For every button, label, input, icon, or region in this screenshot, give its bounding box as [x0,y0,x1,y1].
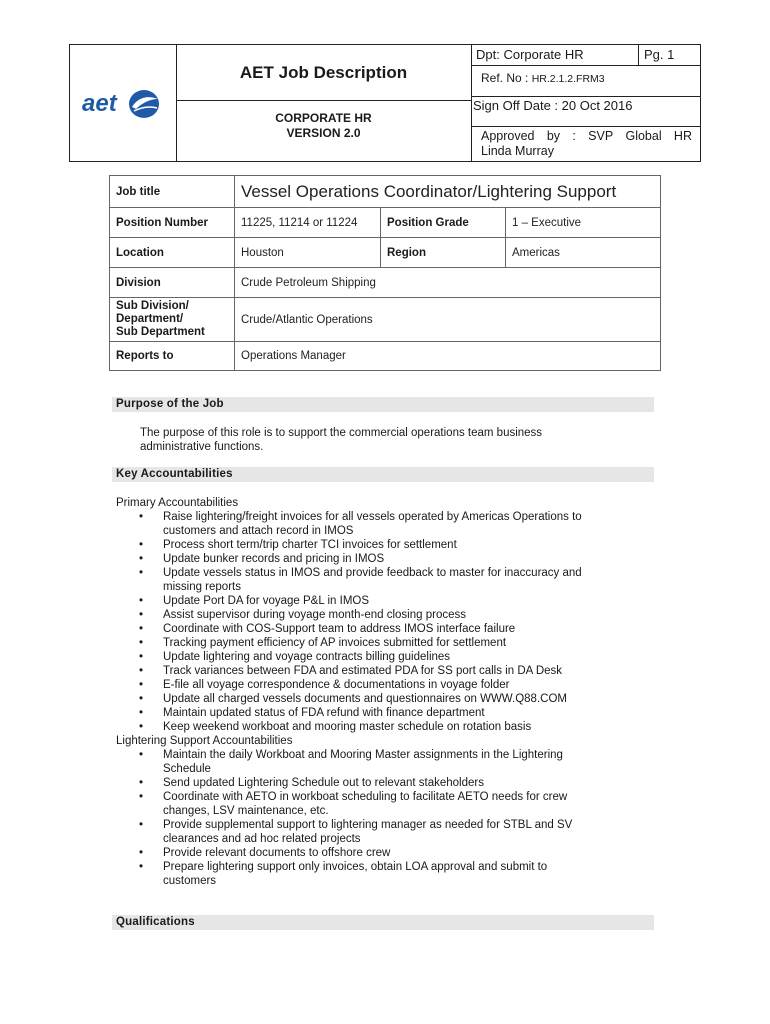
logo-cell [70,45,177,161]
reports-to-value: Operations Manager [235,342,661,371]
aet-logo-icon [80,87,164,121]
list-item [116,860,643,888]
list-item-line: clearances and ad hoc related projects [163,833,361,845]
job-title-label: Job title [110,176,235,208]
approved-word-2: by [546,129,561,143]
list-item-line: customers and attach record in IMOS [163,525,354,537]
list-item-line: • Tracking payment efficiency of AP invoices submitted for settlement [163,637,507,649]
purpose-line-1: The purpose of this role is to support the commercial operations team business [140,427,543,439]
region-value: Americas [506,238,661,268]
reports-to-label: Reports to [110,342,235,371]
header-meta-cell [471,45,700,161]
list-item [116,678,643,692]
document-header [69,44,701,162]
list-item-line: • Raise lightering/freight invoices for all vessels operated by Americas Operations to [163,511,582,523]
page-number: Pg. 1 [644,47,675,62]
position-number-label: Position Number [110,208,235,238]
ref-value: HR.2.1.2.FRM3 [531,73,605,85]
list-item-line: • Send updated Lightering Schedule out to relevant stakeholders [163,777,484,789]
subdivision-label-line-1: Sub Division/ [116,300,189,312]
list-item-line: • Maintain updated status of FDA refund with finance department [163,707,485,719]
list-item [116,748,643,776]
lightering-accountabilities-label: Lightering Support Accountabilities [116,735,293,747]
subdivision-label [110,298,235,342]
list-item-line: • Track variances between FDA and estimated PDA for SS port calls in DA Desk [163,665,563,677]
list-item [116,552,643,566]
document-title: AET Job Description [176,45,471,101]
table-row [110,298,661,342]
list-item-line: • Provide supplemental support to lightering manager as needed for STBL and SV [163,819,573,831]
list-item [116,846,643,860]
list-item [116,608,643,622]
list-item [116,706,643,720]
purpose-text [140,426,542,454]
sign-off-date: Sign Off Date : 20 Oct 2016 [471,97,700,127]
subdivision-label-line-2: Department/ [116,313,184,325]
list-item-line: missing reports [163,581,241,593]
list-item-line: customers [163,875,217,887]
job-title-value: Vessel Operations Coordinator/Lightering Support [235,176,661,208]
list-item-line: • Keep weekend workboat and mooring master schedule on rotation basis [163,721,532,733]
list-item [116,622,643,636]
list-item-line: • Update vessels status in IMOS and provide feedback to master for inaccuracy and [163,567,582,579]
list-item-line: • Update lightering and voyage contracts billing guidelines [163,651,451,663]
approver-name: Linda Murray [481,144,554,158]
approved-by [471,129,700,161]
table-row [110,208,661,238]
list-item-line: • Prepare lightering support only invoices, obtain LOA approval and submit to [163,861,548,873]
document-subtitle [176,111,471,141]
list-item-line: • Assist supervisor during voyage month-end closing process [163,609,466,621]
approved-word-4: SVP [588,129,614,143]
svg-text:aet: aet [82,90,117,117]
table-row [110,342,661,371]
subtitle-line-1: CORPORATE HR [275,111,372,125]
lightering-accountabilities-list [116,748,643,888]
list-item-line: • Process short term/trip charter TCI invoices for settlement [163,539,457,551]
list-item [116,692,643,706]
location-label: Location [110,238,235,268]
division-label: Division [110,268,235,298]
key-accountabilities-heading: Key Accountabilities [112,467,654,482]
list-item [116,510,643,538]
approved-word-5: Global [625,129,662,143]
location-value: Houston [235,238,381,268]
job-info-table [109,175,661,371]
list-item [116,650,643,664]
list-item-line: • Update Port DA for voyage P&L in IMOS [163,595,370,607]
qualifications-heading: Qualifications [112,915,654,930]
list-item [116,818,643,846]
table-row [110,176,661,208]
region-label: Region [381,238,506,268]
header-title-cell [176,45,472,161]
list-item [116,594,643,608]
list-item-line: • Coordinate with AETO in workboat scheduling to facilitate AETO needs for crew [163,791,568,803]
table-row [110,238,661,268]
list-item-line: • Update bunker records and pricing in IMOS [163,553,385,565]
subdivision-label-line-3: Sub Department [116,326,205,338]
division-value: Crude Petroleum Shipping [235,268,661,298]
position-grade-label: Position Grade [381,208,506,238]
primary-accountabilities-list [116,510,643,734]
approved-word-1: Approved [481,129,535,143]
position-grade-value: 1 – Executive [506,208,661,238]
reference-number [471,65,700,97]
subdivision-value: Crude/Atlantic Operations [235,298,661,342]
list-item-line: • E-file all voyage correspondence & documentations in voyage folder [163,679,510,691]
list-item [116,566,643,594]
list-item [116,636,643,650]
list-item-line: Schedule [163,763,211,775]
list-item-line: changes, LSV maintenance, etc. [163,805,329,817]
approved-word-6: HR [673,129,692,143]
list-item [116,776,643,790]
list-item [116,720,643,734]
table-row [110,268,661,298]
position-number-value: 11225, 11214 or 11224 [235,208,381,238]
list-item-line: • Update all charged vessels documents and questionnaires on WWW.Q88.COM [163,693,567,705]
list-item-line: • Provide relevant documents to offshore crew [163,847,391,859]
primary-accountabilities-label: Primary Accountabilities [116,497,239,509]
list-item-line: • Maintain the daily Workboat and Mooring Master assignments in the Lightering [163,749,563,761]
department-label: Dpt: Corporate HR [471,45,639,65]
list-item [116,538,643,552]
purpose-line-2: administrative functions. [140,441,264,453]
ref-label: Ref. No : [481,71,529,85]
list-item-line: • Coordinate with COS-Support team to address IMOS interface failure [163,623,516,635]
purpose-heading: Purpose of the Job [112,397,654,412]
subtitle-line-2: VERSION 2.0 [286,126,361,140]
list-item [116,790,643,818]
approved-word-3: : [572,129,576,143]
list-item [116,664,643,678]
